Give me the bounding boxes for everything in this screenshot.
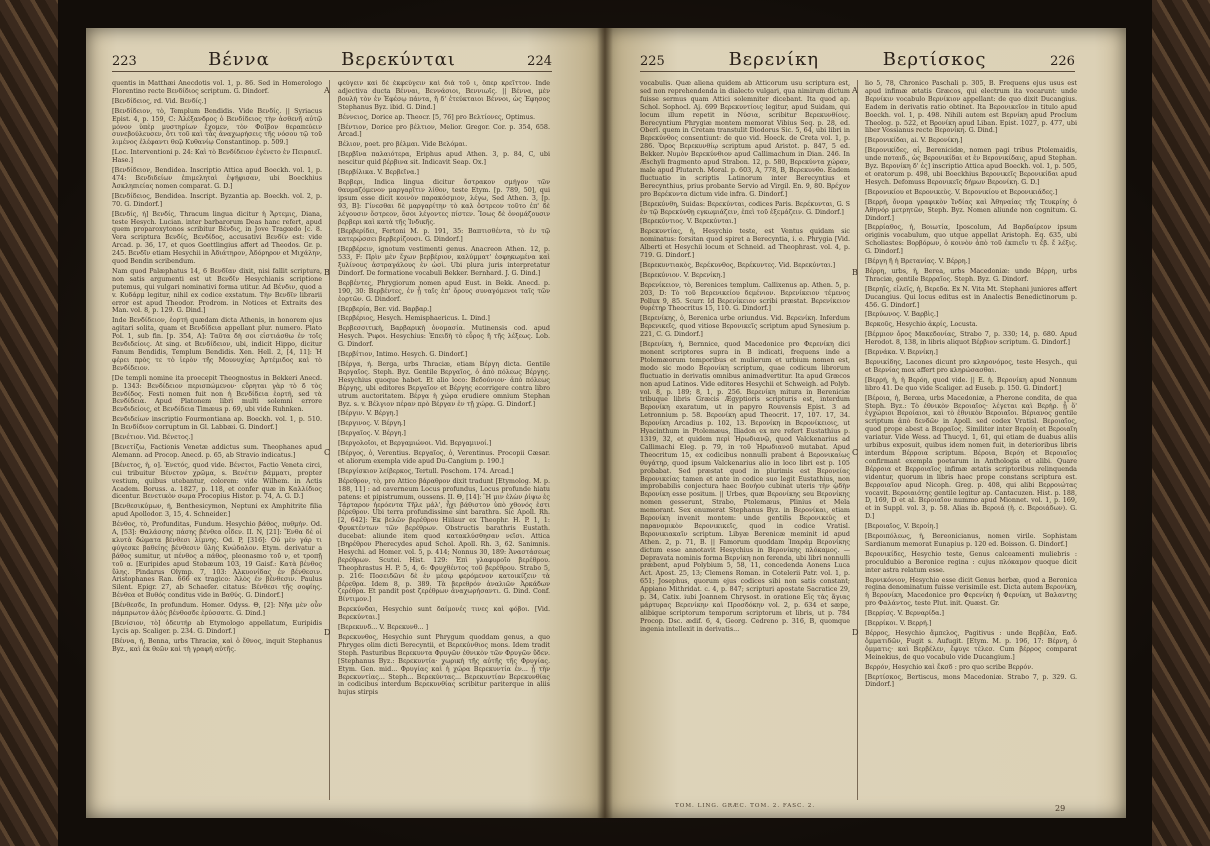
left-page-header [112, 49, 552, 69]
entry: [Βένετος, ἡ, ο]. Ἐνετός, quod vide. Βένετοι, Factio Veneta circi, cui tribuitur Βένετον χρῶμα, s. Βενέτιν βάμματι, propter vestium, quibus utebantur, colorem: vide Wilhem. in Actis Academ. Boruss. a. 1827, p. 118, et confer quæ in Καλλίδιος dicentur. Βενετικὸν σωμα Procopius Histor. p. 74, A. G. D.] [112, 460, 322, 501]
entry: Βερβερι, Indica lingua dicitur ὄστρακον σμήγον τῶν θαυμαζόμενον μαργαρῖτιν λίθον, teste Etym. [p. 789, 50], qui ipsum esse dicit κοινὸν παρακόσμιον, λέγω, Sed Athen. 3, [p. 93, B]: Γίνεσθαι δὲ μαργαρίτην τὸ καλ ὄστρεον τοῦτο ἐπ' δὲ λέγουσιν ὄστρεον, ὅσοι λέγοντες πίστεν. Ἴσως δὲ ὀνομάζουσιν βερβερι καὶ κατὰ τῆς Ἰνδικῆς. [338, 177, 550, 226]
entry: Nam quod Palæphatus 14, 6 Βενδῖαν dixit, nisi fallit scriptura, non satis argumenti est ut Βενδῖν Hesychianis scriptione putemus, qui vulgari nominativi forma utitur. Ad Βένδιν, quod a v. Κυδάρμ legitur, nihil ex codice exstatum. Τὴν Βενδῖν librarii error est apud Theodor. Prodrom. in Notices et Extraits des Man. vol. 8, p. 129. G. Dind.] [112, 266, 322, 315]
entry: [Βερεκυντιακὸς, Βερέκυνθος, Βερέκυντες. Vid. Βερεκύνται.] [640, 260, 836, 269]
entry: [Βερενίκης, ὁ, Berenica urbe oriundus. Vid. Βερενίκη. Inferdum Βερενικεῖς, quod vitiose Βερονικεῖς scriptum apud Synesium p. 221, C. G. Dindorf.] [640, 314, 850, 339]
margin-letter: B [852, 268, 858, 277]
entry: [Βερεκυνδ... V. Βερεκυνθ... ] [338, 623, 429, 632]
entry: [Βενδίδειον, τὸ, Templum Bendidis. Vide Βενδίς. || Syriacus Epist. 4, p. 159, C: Ἀλέξανδρος ὁ Βενδίδειος τὴν ἀσθενῆ αὐτῷ μόνον ὑπὲρ μυστηρίων ἔχομεν, τὸν Φοῖβον θεραπεύειν συνεβούλευσεν, ὅτι τοῦ καὶ τὰς ἀναχωρήσεις τῆς νόσου τῷ τοῦ λιμένος ἐλέφαντι θεῷ Κυθανίῳ Constantinop. p. 509.] [112, 106, 322, 147]
page-number: 226 [1050, 54, 1075, 69]
entry: [Βερτίσκος, Bertiscus, mons Macedoniæ. Strabo 7, p. 329. G. Dindorf.] [865, 672, 1077, 689]
entry: Βερεκύνδαι, Hesychio sunt δαίμονές τινες καὶ φόβοι. [Vid. Βερεκύνται.] [338, 605, 550, 622]
entry: [Βερβερίδει, Fertoni M. p. 191, 35: Βαπτισθέντα, τὸ ἐν τῷ κατερῴσσει βερβερίζουσι. G. Dindorf.] [338, 227, 550, 244]
entry: [Βενδίδειος, rd. Vid. Βενδίς.] [112, 96, 207, 105]
header-rule [112, 71, 552, 72]
entry: Βέρρος, Hesychio ἄμπελος, Pagitivus : unde Βερβέλα, Εαδ. ὄμματιδῶν, Fugit s. Aufugit. [Etym. M. p. 196, 17: Βέρνη, ὁ ὄμματις· καὶ Βερβέλεν, ἔφυγε τέλεσ. Cum βέρρος comparat Meinekius, de quo vocabulo vide Ducangium.] [865, 629, 1077, 661]
entry: [Βεργαῖος. V. Βέργη.] [338, 429, 406, 438]
entry: [De templi nomine ita proecepit Theognostus in Bekkeri Anecd. p. 1343: Βενδίδειον περισπώμενον· εὕρηται γὰρ τὸ δ τὸς Βενδίδος. Festi nomen fuit non ἡ Βενδίδεια ἑορτή, sed τὰ Βενδίδεια. Apud Platonem libri multi solemni errore Βενδιδείοις, et Βενδίδεια Timæus p. 69, ubi vide Ruhnken. [112, 373, 322, 414]
entry: [Βενθεσικύμων, ή, Benthesicymon, Neptuni ex Amphitrite filia apud Apollodor. 3, 15, 4. Schneider.] [112, 502, 322, 519]
entry: [Βέρμιον ὄρος Μακεδονίας, Strabo 7, p. 330; 14, p. 680. Apud Herodot. 8, 138, in libris aliquot Βέρβιον scriptum. G. Dindorf.] [865, 330, 1077, 347]
page-number: 224 [527, 54, 552, 69]
entry: [Βερβέρειν, ignotum vestimenti genus. Anacreon Athen. 12, p. 533, F: Πρὶν μὲν ἔχων βερβέριον, καλύμματ' ἐσφηκωμένα καὶ ξυλίνους ἀστραγάλους ἐν ὠσὶ. Ubi plura juris interpretatur Dindorf. De formatione vocabuli Bekker. Bernhard. J. G. Dind.] [338, 245, 550, 277]
entry: Βερρόν, Hesychio καὶ ἔκσδ : pro quo scribe Βερρόν. [865, 662, 1034, 671]
entry: Βερενίκειον, τὸ, Berenices templum. Callixenus ap. Athen. 5, p. 203, D: Τὸ τοῦ Βερενικείου δεμένιον. Βερενίκειον τέμενος Pollux 9, 85. Scurr. Id Βερενίκειον scribi præstat. Βερενίκειον θυρέτηρ Theocritus 15, 110. G. Dindorf.] [640, 280, 850, 313]
text-column-1 [640, 80, 850, 800]
entry: [Βερρίαθος, ἡ, Βοιωτία, Iposcolum, Ad Βαρδαίρεον ipsum originis vocabulum, quo utque appellat Aristoph. Eq. 635, ubi Scholiastes: Βορβόρων, ὁ κοινὸν ἀπὸ τοῦ ἐκπιεῖν τι ἔβ. ἔ λέξις. G. Dindorf.] [865, 223, 1077, 256]
entry: [Βενέτιον. Vid. Βένετος.] [112, 433, 193, 442]
entry: [Βερβερία, Ber. vid. Βαρβαρ.] [338, 304, 432, 313]
entry: Βερνικόνιον, Hesychio esse dicit Genus herbæ, quod a Beronica regina denominatum fuisse verisimile est. Dicta autem Βερονίκη, ἡ Βερονίκη, Macedonice pro Φερενίκη ἡ Φερνίκη, ut Βαλαντης pro Φαλάντος, teste Plut. init. Quæst. Gr. [865, 575, 1077, 608]
entry: [Βερρή, ὄνομα γραφικὸν Ἰνδίας καὶ Ἀθηναίας τῆς Τευκρίης ὁ Ἀθηνόρ μετρητῶν, Steph. Byz. Nomen aliunde non cognitum. G. Dindorf.] [865, 197, 1077, 222]
entry: Βερβεσσιτικὴ, Βαρβαρικὴ ὀνομασία. Mutinensis cod. apud Hesych. Ῥιφοι. Hesychius: Ἐπειδὴ τὸ εὖρος ἢ τῆς λέξεως. Lob. G. Dindorf. [338, 324, 550, 349]
text-column-2 [865, 80, 1077, 800]
entry: [Βέντιον, Dorice pro βέλτιον, Melior. Gregor. Cor. p. 354, 658. Arcad.] [338, 122, 550, 139]
margin-letter: C [852, 448, 859, 457]
margin-letter: D [852, 628, 859, 637]
running-headword: Βέννα [208, 49, 270, 70]
signature-mark: 29 [1055, 804, 1066, 813]
entry: [Βερεκύνιον. V. Βερενίκη.] [640, 270, 726, 279]
entry: Βερβέντες, Phrygiorum nomen apud Eust. in Bekk. Anecd. p. 190, 30: Βερβέντες, ἐν ᾗ ταῖς ἐπ' ὄρους συναγόμενοι ταῖς τῶν ἑορτῶν. G. Dindorf. [338, 278, 550, 303]
entry: [Βερρίσς. V. Βερναρίδα.] [865, 609, 944, 618]
entry: Βέννειος, Dorice ap. Theocr. [5, 76] pro Βελτίονες, Optimus. [338, 112, 536, 121]
entry: [Βεροιαῖος, V. Βεροίη.] [865, 522, 938, 531]
entry: [Βέργος, ὁ, Verentius. Βεργαῖος, ὁ, Verentinus. Procopii Cæsar. et aliorum exempla vide apud Du-Cangium p. 190.] [338, 449, 550, 465]
running-headword: Βερεκύνται [341, 49, 456, 70]
entry: Βέλιον, poet. pro βέλμαι. Vide Βελόμαι. [338, 140, 468, 149]
entry: [Βέργα, ή. Berga, urbs Thraciæ, etiam Βέργη dicta. Gentile Βεργαῖος. Steph. Byz. Gentile Βεργαῖος, ὁ ἀπὸ πόλεως Βέργης. Hesychius quoque habet. Et alio loco: Βεδούνιον· ἀπὸ πόλεως Βέργης, ubi editores Βεργαῖον et Βέργης ecorrigere contra libro utrum auctoritatem. Βέργα ἡ χώρα erudiere omnium Stephan Byz. s. v. Βέλγιον πέραν πρὸ Βέργαν ἐν τῇ χώρᾳ. G. Dindorf.] [338, 360, 550, 408]
margin-letter: B [324, 268, 330, 277]
entry: Βενδιδείων inscriptio Fourmontiana ap. Boeckh. vol. 1, p. 510. In Βενδίδιον corruptum in Gl. Labbæi. G. Dindorf.] [112, 415, 322, 432]
entry: Βέρρη, urbs, ἡ, Berea, urbs Macedoniæ: unde Βέρρη, urbs Thraciæ, gentile Βερραῖος. Steph. Byz. G. Dindorf. [865, 266, 1077, 283]
entry: Βέρεθρον, τὸ, pro Attico βάραθρον dixit tradunt [Etymolog. M. p. 188, 11] : ad caverneum Locus profundus, Locus profunde hiatu patens: et pipistrumum, oussens. II. Θ, [14]: Ἢ μιν ἑλὼν ῥίψω ἐς Τάρταρον ἠερόεντα Τῆλε μάλ', ἧχι βάθιστον ὑπὸ χθονός ἐστι βέρεθρον. Ubi terra profundissime sint barathra. Sic Apoll. Rh. [2, 642]: Ἐκ βελῶν βερέθρου Hiilaur ex Theophr. H. P. 1, 1: Φρυκτέντων τῶν βερέθρων. Obstructis barathris Eustath. ducebat: aliunde item quod κατακλύσθησαν νεῖσι. Attica [Βηρέθρον Pherecydes apud Schol. Apoll. Rh. 3, 62. Sanimnis. Hesychi. ad Homer. vol. 5, p. 414; Nonnus 30, 189: Ἀναστάσεως βερέθρων. Scutei. Hist. 129: Ἐπὶ γλαφυροῖο βερέθρου. Theophrastus H. P. 5, 4, 6: Φρυχθέντος τοῦ βερέθρου. Strabo 5, p. 216: Ποσειδῶνι δὲ ἐν μέσῳ φερόμενον κατοικίζειν τὰ βέρεθρα. Idem 8, p. 389. Τὰ βερεθρόν ἀναλιῶν Ἀρκάδων ζερέθρα. Et pandit post ζερέθρων ἀναχωρήσαντι. G. Dind. Conf. Βίντιμον.] [338, 476, 550, 604]
page-number: 225 [640, 54, 665, 69]
entry: [Βερβίτιον, Intimo. Hesych. G. Dindorf.] [338, 350, 468, 359]
entry: quentis in Matthæi Anecdotis vol. 1, p. 86. Sed in Homerologo Florentino recte Βενδίδιος scriptum. G. Dindorf. [112, 80, 322, 95]
entry: [Βερενίκη, ἡ, Bernnice, quod Macedonice pro Φερενίκη dici monent scriptores supra in B indicati, frequens inde a Ptolemæorum temporibus et mulierum et urbium nomen est, modo sic modo Βερονίκη scriptum, quae codicum librorum fluctuatio in derivatis omnibus animadvertitur. Ita apud Græcos non apud Latinos. Vide editores Hesychii et Schweigh. ad Polyb. vol. 8, p. 189; 8, 1, p. 256. Βερενίκη mitura in Bereniciæ tribuque libris Græcis Ægyptioris scripturis est, interdum Βερονίκη exaratum, ut in papyro Rouvensis Epist. 3 ad Letronnium p. 58. Βερονίκη apud Theocrit. 17, 107. 17, 34. Βερονίκη Arcadius p. 102, 13. Βερονίκη in Βερονίκειοις, ut Hyacinthum in Ptolemæus, Iliadon ex nre refert Eustathius p. 1319, 32, et quidem περὶ Ἠρωδιανῷ, quod Valckenarius ad Callimachi Eleg. p. 79, in τοῦ Ἠρωδιανοῦ mutabat. Apud Theocritum 15, ex codicibus nonnulli prabent ἁ Βερονικαίως θυγάτηρ, quod ipsum Valckenarius alio in loco libri est p. 105 probabat. Sed præstat quod in plurimis est Βερονείας Βερονικείας tamen et ante in codice suo legit Eustathius, non improbabilis conjectura haec Βουήου cubinat uteris τὴν ᾠδὴν Βερονίκη esse positum. || Urbes, quæ Βερονίκης seu Βερονίκης nomen gesserunt, Strabo, Ptolemæus, Plinius et Mela memorant. Sex enumerat Stephanus Byz. in Βερονίκαι, etiam Βερονίκη invenit montem: unde gentilis Βερονικεὺς et παρανομικὸν Βερονικικεῖς, quod in codice Vratisl. Βερονικιακαῖν scriptum. Libyæ Berenicæ meminit id apud Athen. 2, p. 71, B. || Famorum quoddam Ἰπαράμ Βερονίκης dictum esse annotavit Hesychius in Βερονίκης πλόκαμος. — Depravata nominis forma Βερνίκη non ferenda, ubi libri nonnulli præbent, apud Polybium 5, 58, 11, concedenda Aonens Luca Act. Apost. 25, 13; Clemens Roman. in Cotelerii Patr. vol. 1, p. 651; Josephus, quorum ejus codices sibi non satis constant; Appiano Mithridat. c. 4, p. 847; scripturi apostate Sacratice 29, p. 34, Catix. iubi Joannem Chrysost. in oratione Εἰς τὰς ἅγιας μάρτυρας Βερενίκην καὶ Προσδόκην vol. 2, p. 634 et sæpe, alibique scriptorum temporum scriptorum et libris, ut p. 784 Procop. Dsc. ædif. 6, 4, Georg. Cedreno p. 316, B, quomque ingenia intellexit in derivatis... [640, 340, 850, 633]
entry: [Βερνάκα. V. Βερνίκη.] [865, 348, 938, 357]
entry: [Βερονικίδαι, ai. V. Βερονίκη.] [865, 136, 963, 145]
entry: vocabulis. Quæ aliena quidem ab Atticorum usu scriptura est, sed non reprehendenda in dialecto vulgari, qua nimirum dictum fuisse sermus quam Attici solemniter dicebant. Ita quod ap. Schol. Sophocl. Aj. 699 Βερεκυντίοις legitur, apud Suidam, qui locum illum repetit in Νύσια, scribitur Βερεκυνθίοις. Berecyntium Phrygiæ montem memorat Vibius Seq. p. 28, ed. Oberl. quem in Cretam transtulit Diodorus Sic. 5, 64, ubi libri in Βερεκύνθος consentiunt: de quo vid. Hoeck. de Creta vol. 1, p. 286. Ὄρος Βερεκυνθίῳ scriptum apud Aristot. p. 847, 5 ed. Bekker. Νυμὸν Βερεκύνθιον apud Callimachum in Dian. 246. In Æschyli fragmento apud Strabon. 12, p. 580, Βερεκύντα χώραν, male apud Plutarch. Moral. p. 603, A, 778, B, Βερεκυνθο. Eadem fluctuatio in scriptis Latinorum inter Berecyntius et Berecynthius, prius probante Servio ad Virgil. En. 9, 80. Βρέχυν pro Βερέκυντα dictum vide infra. G. Dindorf.] [640, 80, 850, 198]
entry: [Βερονικίδες, αἱ, Berenicidæ, nomen pagi tribus Ptolemaidis, unde ποταιδ., ὡς Βερονικίδαι et ἐν Βερονικίδαις, apud Stephan. Byz. Βερονίκη δ' ἐς] inscriptio Attica apud Boeckh. vol. 1, p. 505, et oratorum p. 498, ubi Boeckhius Βερονικεῖς Βερονικίδαι apud Hesych. Defomuss Βερονικεῖς δήμων Βερονίκη. G. D.] [865, 146, 1077, 186]
margin-letter: A [324, 86, 330, 95]
entry: [Βενδίδειον, Bendidea. Inscriptio Attica apud Boeckh. vol. 1, p. 474: Βενδιδείων ἐπιμεληταὶ ἐψήφισαν, ubi Boeckhius Ἀσκληπιείας nomen comparat. G. D.] [112, 166, 322, 190]
entry: [Βερεκύντιος. V. Βερεκύνται.] [640, 217, 737, 226]
entry: [Βερεκύνθη, Suidas: Βερεκύνται, codices Paris. Βερέκυνται, G. S ἐν τῷ Βερεκύνθῃ εγκωμιάζειν, ἐπεὶ τοῦ ἐξεμάζειν. G. Dindorf.] [640, 199, 850, 216]
header-rule [640, 71, 1075, 72]
column-divider [857, 80, 858, 800]
entry: [Βερβέριος, Hesych. Hemisphaericus. L. Dind.] [338, 314, 490, 323]
entry: [Βέργιν. V. Βέργη.] [338, 409, 399, 418]
right-page-header [640, 49, 1075, 69]
entry: [Βερηῖς, εἰλεῖς, ἡ, Βερεδα. Ex Ν. Vita Mt. Stephani juniores affert Ducangius. Qui locus editus est in Analectis Benedictinorum p. 456. G. Dindorf.] [865, 284, 1077, 309]
entry: [Βερβίλικα. V. Βερβεῖνα.] [338, 168, 419, 177]
entry: [Βενίσιον, τὸ] ὁδευτήρ ab Etymologo appellatum, Euripidis Lycis ap. Scaliger. p. 234. G. Dindorf.] [112, 619, 322, 635]
entry: [Βενδίς, ή] Βενδίς, Thracum lingua dicitur ἡ Ἄρτεμις, Diana, teste Hesych. Lucian. inter barbarorum Deas hanc refert, apud quem proparoxytonos scribitur Βένδις, in Jove Tragœdo [c. 8. Vera scriptura Βενδίς, Βενδίδος, accusativi Βενδίν est: vide Arcad. p. 36, 17, et quos Goettlingius affert ad Theodos. Gr. p. 245. Βενδῖν etiam Hesychii in Ἀδιάτηρον, Ἀδόρηρον et Μιχάλην, quod Bendin scribendum. [112, 209, 322, 266]
book-gutter [597, 28, 613, 818]
margin-letter: D [324, 628, 331, 637]
left-page [86, 28, 605, 818]
page-footer-signature-line: TOM. LING. GRÆC. TOM. 2. FASC. 2. [675, 803, 816, 809]
entry: [Βερύωνος. V. Βαρβὶς.] [865, 310, 939, 319]
entry: [Βερβῖνα παλαιότερα, Eriphus apud Athen. 3, p. 84, C, ubi nescitur quid βέρβινα sit. Indicavit Seap. Ox.] [338, 150, 550, 167]
right-page [605, 28, 1126, 818]
entry: [Βενδίδειος, Bendidea. Inscript. Byzantia ap. Boeckh. vol. 2, p. 70. G. Dindorf.] [112, 191, 322, 208]
book-cover-left [0, 0, 58, 846]
entry: [Loc. Interventioni p. 24: Καὶ τὸ Βενδίδειον ἐγένετο ἐν Πειραιεῖ. Hase.] [112, 148, 322, 165]
entry: [Βενετίζω, Factionis Venetæ addictus sum. Theophanes apud Alemann. ad Procop. Anecd. p. 65, ab Stravio indicatus.] [112, 442, 322, 459]
entry: [Βέργη ἢ ἡ Βρετανίας. V. Βέρρη.] [865, 257, 971, 266]
entry: [Βέροια, ἡ, Berœa, urbs Macedoniæ, a Pherone condita, de qua Steph. Byz.: Τὸ ἐθνικὸν Βεροιαῖος· λέγεται καὶ Βερὴρ. ᾗ ὅ' ἐγχώριοι Βεροίαιοι, καὶ τὸ ἐθνικὸν Βεροιαῖοι. Βέριανος gentile scriptum ἀπὸ δενδῶν in Apoll. sed codex Vratisl. Βεροιαῖος, quod prope abest a Βερραῖος. Similiter inter Βεροίη et Βεροιαῖη variatur. Vide Wess. ad Thucyd. 1, 61, qui etiam de duabus aliis urbibus exposuit, quibus idem nomen fuit, in deterioribus libris interdum Βέρροια scriptum. Βέροια, Βερόη et Βεροιαῖος confirmant exempla poetarum in Anthologia et alibi. Quare Βέρροια et Βερροιαῖος infimæ ætatis scriptoribus relinquenda videntur, quorum in libris haec prope constans scriptura est. Βερροιαῖον apud Nicoph. Greg. p. 408, qui alibi Βερροιώτας vocavit. Βεροιαιότης gentile legitur ap. Cantacuzen. Hist. p. 188, D, 169, D et al. Βεροιαῖον nummo apud Mionnet. vol. 1, p. 169, et in Suppl. vol. 3, p. 58. Alias ib. Βεροιά (ἡ. c. Βεροιάδων). G. D.] [865, 393, 1077, 521]
column-divider [329, 80, 330, 800]
margin-letter: A [852, 86, 858, 95]
entry: [Βεργολοῖοι, et Βεργαμιώνοι. Vid. Βεργαμινοί.] [338, 439, 492, 448]
entry: [Βεργινος. V. Βέργη.] [338, 419, 406, 428]
entry: Βερκοῦς, Hesychio ἀκρίς, Locusta. [865, 320, 978, 329]
entry: [Βεροιπόλεως, ἡ, Bereonicianus, nomen virile. Sophistam Sardianum memorat Eunapius p. 120 ed. Boisson. G. Dindorf.] [865, 532, 1077, 548]
page-number: 223 [112, 54, 137, 69]
text-column-1 [112, 80, 322, 800]
entry: Βερεκυντίας, ἡ, Hesychio teste, est Ventus quidam sic nominatus: forsitan quod spiret a Berecyntia, i. e. Phrygia [Vid. Alberti et Hesychii locum et Schneid. ad Theophrast. vol. 4, p. 719. G. Dindorf.] [640, 227, 850, 260]
entry: Βερνικίδης, Lacones dicunt pro κληρονόμος, teste Hesych., qui et Βερνίας mox affert pro κληρώσασθαι. [865, 358, 1077, 374]
entry: lio 5, 78, Chronico Paschali p. 305, B. Frequens ejus usus est apud infimæ ætatis Græcos, qui electrum ita vocarunt: unde Βερνίκιν vocabulo Βερνίκιον appellant: de quo dixit Ducangius. Eadem in derivatis ratio obtinet. Ita Βερονικεῖον in titulo apud Boeckh. vol. 1, p. 498. Nihili autem est Βερνίκη apud Proclum Theolog. p. 522, et Βρονίκη apud Liban. Epist. 1027, p. 477, ubi liber Vossianus recte Βερονίκη. G. Dind.] [865, 80, 1077, 135]
entry: [Βένθεσδε, In profundum. Homer. Odyss. Θ, [2]: Νῆα μὲν οὖν πάμπρωτον ἁλὸς βένθοσδε ἐρύσσατε. G. Dind.] [112, 601, 322, 618]
entry: [Βερρή, ἡ, ἡ Βερόη, quod vide. || Ε. ἡ. Βερονίκη apud Nonnum libro 41. De quo vide Scaliger. ad Euseb. p. 150. G. Dindorf.] [865, 375, 1077, 392]
entry: Βερονικίδες, Hesychio teste, Genus calceamenti muliebris : proculdubio a Beronice regina : cujus πλόκαμον quoque dicit inter astra relatum esse. [865, 549, 1077, 574]
entry: [Βέννα, ή, Benna, urbs Thraciæ, καὶ ὁ ἔθνος, inquit Stephanus Byz., καὶ ἐκ θεῶν καὶ τὴ γραφή αὐτῆς. [112, 636, 322, 653]
running-headword: Βερτίσκος [882, 49, 987, 70]
book-cover-right [1152, 0, 1210, 846]
entry: Βερεκυνθος, Hesychio sunt Phrygum quoddam genus, a quo Phryges olim dicti Berecyntii, et Βερεκύνθιος mons. Idem tradit Steph. Pasturibus Βερεκυντα Φρυγῶν ἐθνικὸν τῶν Φρυγῶν ὕδεν. [Stephanus Byz.: Βερεκυντία· χωρικὴ τῆς αὐτῆς τῆς Φρυγίας. Etym. Gen. mid... Φρυγίας καὶ ἡ χώρα Βερεκυντία ἐν... ᾗ τὴν Βερεκυντίας... Steph... Βερεκύντας... Βερεκυντίαν Βερεκυνθίας in codicibus interdum Βερεκυνθίας scribitur pariterque in aliis hujus stirpis [338, 633, 550, 697]
running-headword: Βερενίκη [728, 49, 820, 70]
entry: [Βερονικίου et Βερονικεὺς. V. Βερονικίου et Βερονικιάδες.] [865, 187, 1058, 196]
text-column-2 [338, 80, 550, 800]
entry: [Βερρίκοι. V. Βερρή.] [865, 619, 932, 628]
entry: Inde Βενδίδειον, ἑορτή quædam dicta Athenis, in honorem ejus agitari solita, quam et Βενδίδεια appellant plur. numero. Plato Pol. 1, sub fin. [p. 354, A]: Ταῦτα δὴ σοι εἱστιάσθω ἐν τοῖς Βενδιδείοις. At sing. et Βενδίδειον, ubi, indicit Hippo, dicitur Fanum Bendidis, Templum Bendidis. Xen. Hell. 2, [4, 11]: Ἡ φέρει πρὸς τε τὸ ἱερὸν τῆς Μουνυχίας Ἀρτέμιδος καὶ τὸ Βενδίδειον. [112, 316, 322, 372]
entry: [Βεργίσκιον λείβερκος, Tertull. Poschom. 174. Arcad.] [338, 466, 514, 475]
margin-letter: C [324, 448, 331, 457]
entry: φεύγειν καὶ δὲ ἐκφεύγειν καὶ διὰ τοῦ ι, ὅπερ κρεῖττον. Inde adjectiva ducta Βένναι, Βεννάσιοι, Βεννιωῖς. || Βέννα, μὲν βουλὴ τὸν ἐν Ἐφέσῳ πάντα, ἢ δ' ἐτεύκταιοι Βέννοι, ὡς Ἐφησος Stephanus Byz. ibid. G. Dind.] [338, 80, 550, 111]
entry: Βένθος, τὸ, Profunditas, Fundum. Hesychio βάθος, πυθμήν. Od. A, [53]: Θαλάσσης πάσης βένθεα οἶδεν. II. N, [21]: Ἔνθα δέ οἱ κλυτὰ δώματα βένθεσι λίμνης. Od. P, [316]: Οὐ μὲν γάρ τι φύγεσκε βαθείης βένθεσιν ὕλης Κνώδαλον. Etym. derivatur a βάθος sumitur, ut πένθος a πάθος, pleonasmo τοῦ ν, et τροπῇ τοῦ α. [Euripides apud Stobæum 103, 19 Gaisf.: Κατὰ βένθος ὕλης. Pindarus Olymp. 7, 103: Ἀλκυονίδας ἐν βένθεσιν. Aristophanes Ran. 666 ex tragico: Ἁλὸς ἐν βένθεσιν. Paulus Silent. Epigr. 27, ab Schaefer. citatus: Βένθεσι τῆς σοφίης. Βένθεα et Βυθός conditus vide in Βαθύς. G. Dindorf.] [112, 520, 322, 600]
